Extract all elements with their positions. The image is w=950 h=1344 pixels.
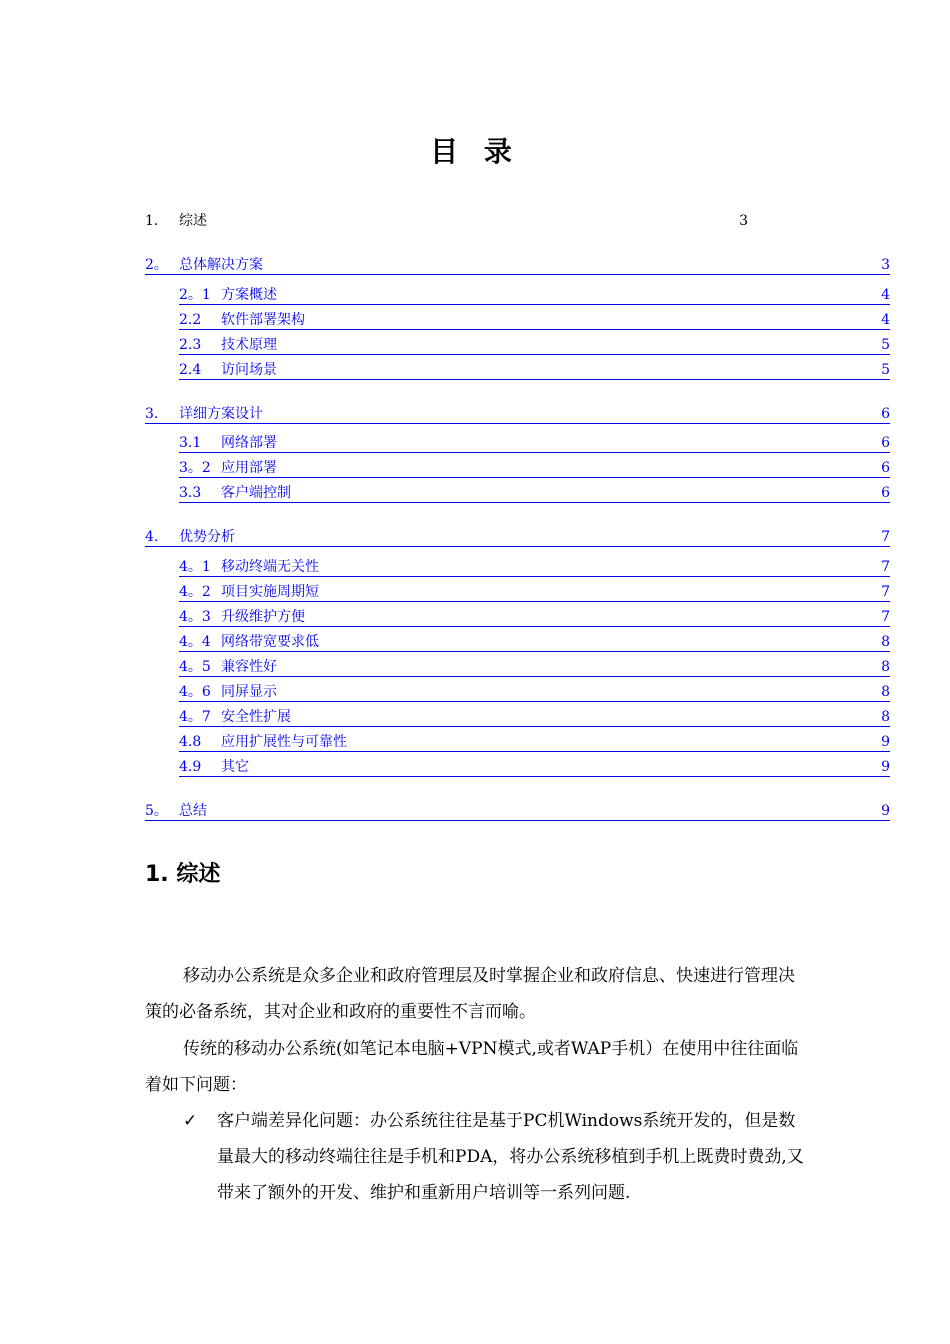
toc-entry-page: 6 (881, 406, 890, 422)
toc-entry (145, 211, 890, 231)
toc-entry-text: 升级维护方便 (221, 609, 305, 625)
toc-entry-text: 网络部署 (221, 435, 277, 451)
toc-link[interactable] (179, 483, 890, 503)
toc-entry-text: 总结 (179, 803, 207, 819)
toc-entry-text: 综述 (179, 213, 207, 229)
toc-entry-page: 7 (881, 529, 890, 545)
toc-entry-number: 3.3 (179, 485, 202, 501)
toc-link[interactable] (179, 285, 890, 305)
toc-entry-page: 9 (881, 803, 890, 819)
toc-entry-page: 3 (739, 213, 748, 229)
toc-entry-number: 2.2 (179, 312, 202, 328)
toc-link[interactable] (145, 801, 890, 821)
toc-entry-number: 4。7 (179, 709, 211, 725)
toc-entry-text: 详细方案设计 (179, 406, 263, 422)
toc-entry-number: 1. (145, 213, 159, 229)
bullet-item (145, 1103, 810, 1211)
toc-link[interactable] (179, 657, 890, 677)
toc-entry-text: 客户端控制 (221, 485, 291, 501)
toc-entry-text: 优势分析 (179, 529, 235, 545)
toc-entry-page: 8 (881, 634, 890, 650)
paragraph: 移动办公系统是众多企业和政府管理层及时掌握企业和政府信息、快速进行管理决策的必备系统，其对企业和政府的重要性不言而喻。 (145, 966, 795, 1022)
toc-entry-text: 项目实施周期短 (221, 584, 319, 600)
section-heading: 1. 综述 (145, 862, 221, 887)
toc-link[interactable] (145, 527, 890, 547)
toc-entry-page: 9 (881, 759, 890, 775)
toc-entry-text: 方案概述 (221, 287, 277, 303)
toc-link[interactable] (179, 682, 890, 702)
toc-entry-number: 2。1 (179, 287, 211, 303)
toc-entry-text: 网络带宽要求低 (221, 634, 319, 650)
toc-link[interactable] (145, 255, 890, 275)
toc-entry-page: 8 (881, 659, 890, 675)
toc-entry-number: 2.4 (179, 362, 202, 378)
toc-link[interactable] (179, 310, 890, 330)
toc-entry-text: 软件部署架构 (221, 312, 305, 328)
toc-entry-text: 应用部署 (221, 460, 277, 476)
toc-entry-page: 7 (881, 609, 890, 625)
toc-entry-page: 3 (881, 257, 890, 273)
toc-entry-text: 访问场景 (221, 362, 277, 378)
toc-link[interactable] (179, 607, 890, 627)
toc-link[interactable] (179, 582, 890, 602)
toc-entry-text: 总体解决方案 (179, 257, 263, 273)
toc-entry-text: 应用扩展性与可靠性 (221, 734, 347, 750)
toc-title: 目 录 (430, 135, 520, 168)
toc-entry-number: 2.3 (179, 337, 202, 353)
paragraph: 传统的移动办公系统(如笔记本电脑+VPN模式,或者WAP手机）在使用中往往面临着如下问题： (145, 1039, 799, 1095)
toc-entry-number: 4。6 (179, 684, 211, 700)
bullet-text: 客户端差异化问题：办公系统往往是基于PC机Windows系统开发的，但是数量最大的移动终端往往是手机和PDA，将办公系统移植到手机上既费时费劲,又带来了额外的开发、维护和重新用户培训等一系列问题. (217, 1111, 804, 1203)
toc-entry-number: 4。2 (179, 584, 211, 600)
toc-entry-text: 同屏显示 (221, 684, 277, 700)
toc-entry-number: 4。5 (179, 659, 211, 675)
toc-link[interactable] (179, 458, 890, 478)
toc-entry-number: 4.9 (179, 759, 202, 775)
toc-link[interactable] (179, 360, 890, 380)
toc-link[interactable] (179, 433, 890, 453)
toc-entry-number: 2。 (145, 257, 168, 273)
toc-entry-page: 7 (881, 559, 890, 575)
toc-link[interactable] (179, 632, 890, 652)
toc-entry-text: 移动终端无关性 (221, 559, 319, 575)
toc-entry-page: 8 (881, 684, 890, 700)
toc-entry-number: 3. (145, 406, 159, 422)
toc-entry-number: 4。4 (179, 634, 211, 650)
toc-entry-text: 兼容性好 (221, 659, 277, 675)
toc-link[interactable] (179, 732, 890, 752)
toc-entry-text: 技术原理 (221, 337, 277, 353)
toc-entry-page: 8 (881, 709, 890, 725)
toc-entry-number: 5。 (145, 803, 168, 819)
toc-entry-number: 3.1 (179, 435, 202, 451)
toc-entry-number: 3。2 (179, 460, 211, 476)
toc-link[interactable] (145, 404, 890, 424)
toc-entry-page: 5 (881, 362, 890, 378)
toc-entry-text: 安全性扩展 (221, 709, 291, 725)
toc-entry-text: 其它 (221, 759, 249, 775)
toc-entry-page: 7 (881, 584, 890, 600)
toc-entry-page: 4 (881, 287, 890, 303)
toc-entry-page: 4 (881, 312, 890, 328)
toc-entry-page: 6 (881, 460, 890, 476)
toc-link[interactable] (179, 557, 890, 577)
toc-link[interactable] (179, 335, 890, 355)
toc-link[interactable] (179, 707, 890, 727)
toc-entry-page: 5 (881, 337, 890, 353)
toc-entry-number: 4. (145, 529, 159, 545)
toc-entry-number: 4。1 (179, 559, 211, 575)
toc-link[interactable] (179, 757, 890, 777)
toc-entry-page: 6 (881, 485, 890, 501)
toc-entry-number: 4。3 (179, 609, 211, 625)
toc-entry-page: 6 (881, 435, 890, 451)
checkmark-icon: ✓ (183, 1111, 198, 1131)
toc-entry-page: 9 (881, 734, 890, 750)
toc-entry-number: 4.8 (179, 734, 202, 750)
